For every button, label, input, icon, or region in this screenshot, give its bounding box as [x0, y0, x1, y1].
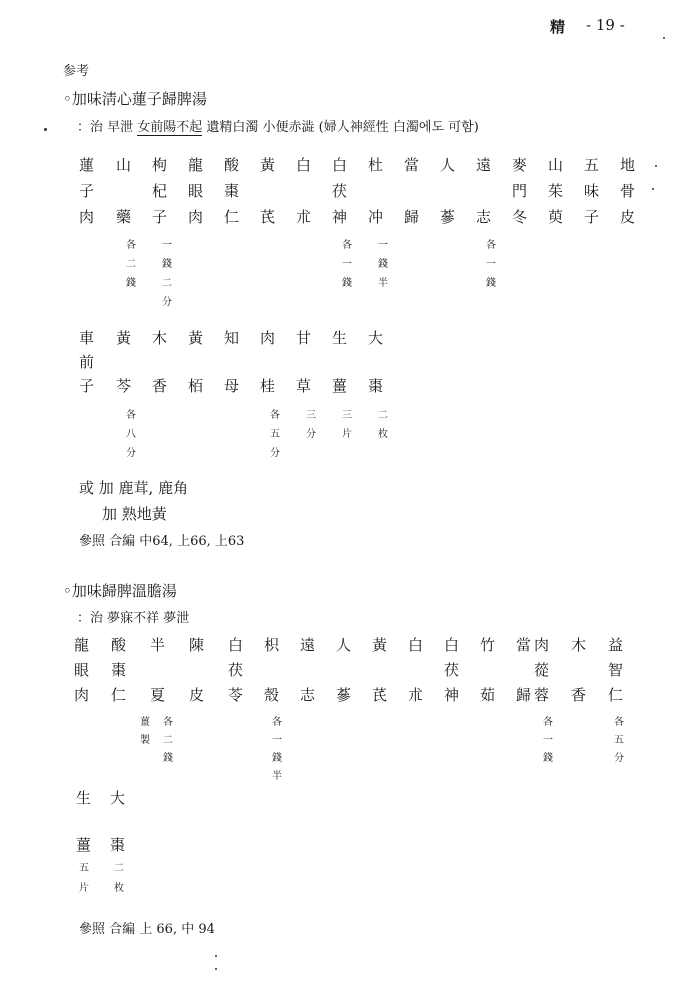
- herb-char: 山: [548, 156, 564, 174]
- herb-char: 冬: [512, 208, 528, 226]
- recipe1-reference: 參照 合編 中64, 上66, 上63: [79, 534, 245, 549]
- herb-char: 白: [332, 156, 348, 174]
- scan-speck: [663, 37, 665, 39]
- herb-char: 木: [152, 329, 168, 347]
- dose-char: 各: [270, 410, 280, 421]
- herb-char: 殼: [264, 686, 280, 704]
- recipe2-title: ◦加味歸脾溫膽湯: [63, 582, 177, 600]
- herb-char: 黃: [116, 329, 132, 347]
- dose-char: 枚: [114, 883, 124, 894]
- herb-char: 萸: [548, 208, 564, 226]
- scan-speck: [655, 165, 657, 167]
- herb-char: 肉: [74, 686, 90, 704]
- dose-char: 製: [140, 735, 150, 746]
- herb-char: 味: [584, 182, 600, 200]
- dose-char: 一: [342, 259, 352, 270]
- dose-char: 分: [270, 448, 280, 459]
- herb-char: 生: [332, 329, 348, 347]
- indication-suffix: 遺精白濁 小便赤澁 (婦人神經性 白濁에도 可함): [202, 120, 479, 135]
- dose-char: 片: [342, 429, 352, 440]
- herb-char: 藥: [116, 208, 132, 226]
- herb-char: 益: [608, 636, 624, 654]
- recipe1-title: ◦加味淸心蓮子歸脾湯: [63, 90, 207, 108]
- herb-char: 人: [336, 636, 352, 654]
- dose-char: 五: [614, 735, 624, 746]
- herb-char: 茯: [228, 661, 244, 679]
- dose-char: 一: [162, 240, 172, 251]
- herb-char: 黃: [260, 156, 276, 174]
- dose-char: 一: [486, 259, 496, 270]
- herb-char: 歸: [516, 686, 532, 704]
- herb-char: 棗: [368, 377, 384, 395]
- herb-char: 茱: [548, 182, 564, 200]
- herb-char: 肉: [79, 208, 95, 226]
- scan-speck: [215, 968, 217, 970]
- herb-char: 陳: [189, 636, 205, 654]
- dose-char: 錢: [378, 259, 388, 270]
- indication-prefix: ：治 早泄: [77, 120, 138, 135]
- dose-char: 一: [543, 735, 553, 746]
- herb-char: 芪: [260, 208, 276, 226]
- herb-char: 棗: [111, 661, 127, 679]
- herb-char: 桂: [260, 377, 276, 395]
- herb-char: 栢: [188, 377, 204, 395]
- herb-char: 朮: [408, 686, 424, 704]
- herb-char: 茹: [480, 686, 496, 704]
- herb-char: 歸: [404, 208, 420, 226]
- herb-char: 白: [408, 636, 424, 654]
- herb-char: 薑: [76, 836, 92, 854]
- herb-char: 皮: [620, 208, 636, 226]
- herb-char: 智: [608, 661, 624, 679]
- dose-char: 三: [342, 410, 352, 421]
- dose-char: 錢: [126, 278, 136, 289]
- herb-char: 門: [512, 182, 528, 200]
- herb-char: 酸: [224, 156, 240, 174]
- dose-char: 各: [126, 410, 136, 421]
- dose-char: 半: [378, 278, 388, 289]
- herb-char: 蓉: [534, 686, 550, 704]
- herb-char: 大: [110, 789, 126, 807]
- herb-char: 白: [296, 156, 312, 174]
- herb-char: 香: [571, 686, 587, 704]
- page-number: - 19 -: [586, 16, 625, 34]
- dose-char: 一: [378, 240, 388, 251]
- dose-char: 各: [614, 717, 624, 728]
- dose-char: 各: [163, 717, 173, 728]
- herb-char: 芩: [116, 377, 132, 395]
- herb-char: 人: [440, 156, 456, 174]
- herb-char: 蓯: [534, 661, 550, 679]
- dose-char: 錢: [162, 259, 172, 270]
- herb-char: 棗: [110, 836, 126, 854]
- herb-char: 五: [584, 156, 600, 174]
- dose-char: 二: [163, 735, 173, 746]
- dose-char: 錢: [486, 278, 496, 289]
- herb-char: 遠: [300, 636, 316, 654]
- dose-char: 三: [306, 410, 316, 421]
- herb-char: 薑: [332, 377, 348, 395]
- recipe1-variation-1: 或 加 鹿茸, 鹿角: [79, 479, 189, 497]
- herb-char: 黃: [188, 329, 204, 347]
- herb-char: 芪: [372, 686, 388, 704]
- recipe2-reference: 參照 合編 上 66, 中 94: [79, 922, 215, 937]
- herb-char: 肉: [260, 329, 276, 347]
- scan-speck: [652, 188, 654, 190]
- herb-char: 子: [79, 182, 95, 200]
- section-heading: 参考: [63, 64, 90, 79]
- herb-char: 蓮: [79, 156, 95, 174]
- dose-char: 五: [79, 863, 89, 874]
- dose-char: 半: [272, 771, 282, 782]
- herb-char: 地: [620, 156, 636, 174]
- dose-char: 錢: [163, 753, 173, 764]
- herb-char: 大: [368, 329, 384, 347]
- dose-char: 一: [272, 735, 282, 746]
- herb-char: 龍: [74, 636, 90, 654]
- dose-char: 八: [126, 429, 136, 440]
- herb-char: 茯: [444, 661, 460, 679]
- section-mark: 精: [550, 18, 566, 36]
- herb-char: 黃: [372, 636, 388, 654]
- herb-char: 神: [444, 686, 460, 704]
- herb-char: 夏: [150, 686, 166, 704]
- dose-char: 分: [126, 448, 136, 459]
- herb-char: 半: [150, 636, 166, 654]
- herb-char: 肉: [188, 208, 204, 226]
- recipe1-variation-2: 加 熟地黃: [102, 505, 167, 523]
- dose-char: 錢: [342, 278, 352, 289]
- herb-char: 山: [116, 156, 132, 174]
- herb-char: 神: [332, 208, 348, 226]
- herb-char: 竹: [480, 636, 496, 654]
- herb-char: 香: [152, 377, 168, 395]
- herb-char: 仁: [224, 208, 240, 226]
- dose-char: 二: [126, 259, 136, 270]
- herb-char: 肉: [534, 636, 550, 654]
- herb-char: 遠: [476, 156, 492, 174]
- herb-char: 草: [296, 377, 312, 395]
- herb-char: 仁: [111, 686, 127, 704]
- dose-char: 分: [614, 753, 624, 764]
- dose-char: 二: [378, 410, 388, 421]
- scan-speck: [44, 128, 47, 131]
- herb-char: 當: [404, 156, 420, 174]
- herb-char: 杜: [368, 156, 384, 174]
- herb-char: 皮: [189, 686, 205, 704]
- dose-char: 各: [342, 240, 352, 251]
- herb-char: 苓: [228, 686, 244, 704]
- herb-char: 生: [76, 789, 92, 807]
- dose-char: 錢: [543, 753, 553, 764]
- herb-char: 骨: [620, 182, 636, 200]
- herb-char: 志: [300, 686, 316, 704]
- dose-char: 枚: [378, 429, 388, 440]
- herb-char: 蔘: [440, 208, 456, 226]
- herb-char: 朮: [296, 208, 312, 226]
- recipe2-indication: ：治 夢寐不祥 夢泄: [77, 611, 190, 626]
- herb-char: 眼: [188, 182, 204, 200]
- herb-char: 枸: [152, 156, 168, 174]
- herb-char: 子: [152, 208, 168, 226]
- herb-char: 眼: [74, 661, 90, 679]
- dose-char: 二: [162, 278, 172, 289]
- dose-char: 片: [79, 883, 89, 894]
- herb-char: 茯: [332, 182, 348, 200]
- dose-char: 分: [162, 297, 172, 308]
- dose-char: 錢: [272, 753, 282, 764]
- scan-speck: [215, 955, 217, 957]
- herb-char: 甘: [296, 329, 312, 347]
- herb-char: 知: [224, 329, 240, 347]
- indication-underlined: 女前陽不起: [137, 120, 203, 135]
- dose-char: 薑: [140, 717, 150, 728]
- herb-char: 木: [571, 636, 587, 654]
- recipe1-indication: [77, 116, 479, 135]
- herb-char: 志: [476, 208, 492, 226]
- dose-char: 各: [486, 240, 496, 251]
- dose-char: 各: [543, 717, 553, 728]
- herb-char: 母: [224, 377, 240, 395]
- herb-char: 子: [79, 377, 95, 395]
- herb-char: 當: [516, 636, 532, 654]
- herb-char: 杞: [152, 182, 168, 200]
- herb-char: 車: [79, 329, 95, 347]
- herb-char: 白: [228, 636, 244, 654]
- herb-char: 子: [584, 208, 600, 226]
- herb-char: 白: [444, 636, 460, 654]
- dose-char: 五: [270, 429, 280, 440]
- herb-char: 枳: [264, 636, 280, 654]
- herb-char: 麥: [512, 156, 528, 174]
- dose-char: 二: [114, 863, 124, 874]
- herb-char: 蔘: [336, 686, 352, 704]
- herb-char: 龍: [188, 156, 204, 174]
- herb-char: 仁: [608, 686, 624, 704]
- herb-char: 冲: [368, 208, 384, 226]
- herb-char: 酸: [111, 636, 127, 654]
- dose-char: 各: [272, 717, 282, 728]
- herb-char: 前: [79, 353, 95, 371]
- herb-char: 棗: [224, 182, 240, 200]
- dose-char: 分: [306, 429, 316, 440]
- dose-char: 各: [126, 240, 136, 251]
